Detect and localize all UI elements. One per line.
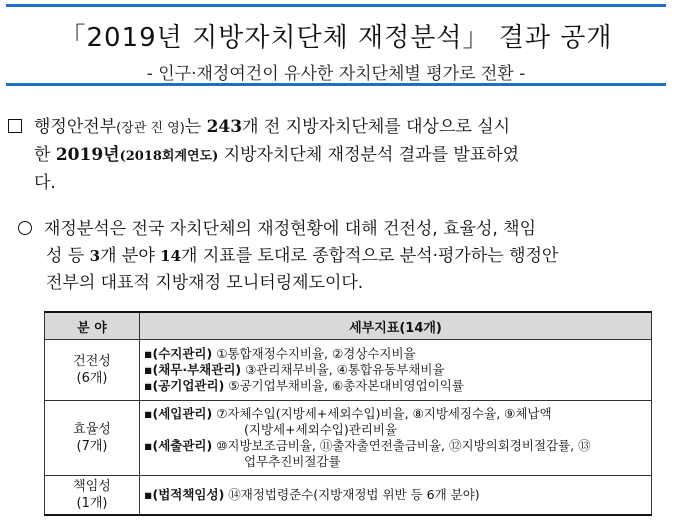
header-cell: 세부지표(14개) — [140, 312, 652, 340]
header-cell: 분 야 — [45, 312, 140, 340]
number: 3 — [89, 247, 101, 265]
category-cell — [45, 401, 140, 476]
detail-cell — [140, 476, 652, 516]
category-cell — [45, 340, 140, 401]
detail-line-continued: 업무추진비절감률 — [244, 454, 341, 469]
text: 성 등 — [46, 246, 90, 266]
category-name: 건전성 — [73, 354, 111, 369]
ministry-name: 행정안전부 — [34, 117, 117, 137]
text: 년 — [103, 145, 120, 165]
text: 개 지표를 토대로 종합적으로 분석·평가하는 행정안 — [181, 246, 559, 266]
paragraph-description — [18, 216, 658, 297]
text: 개 분야 — [100, 246, 161, 266]
table-header-row — [45, 312, 652, 340]
title-box — [6, 4, 666, 86]
circle-bullet-icon — [18, 221, 32, 235]
number: 14 — [160, 247, 182, 265]
detail-line: ▪(법적책임성) ⑭재정법령준수(지방재정법 위반 등 6개 분야) — [144, 487, 480, 502]
page-title: 「2019년 지방자치단체 재정분석」 결과 공개 — [59, 23, 613, 53]
detail-line: ▪(수지관리) ①통합재정수지비율, ②경상수지비율 — [144, 346, 416, 361]
text: 지방자치단체 재정분석 결과를 발표하였 — [218, 145, 520, 165]
detail-line: ▪(세입관리) ⑦자체수입(지방세+세외수입)비율, ⑧지방세징수율, ⑨체납액 — [144, 406, 552, 421]
detail-line-continued: (지방세+세외수입)관리비율 — [244, 422, 398, 437]
text: 한 — [34, 145, 56, 165]
detail-line: ▪(채무·부채관리) ③관리채무비율, ④통합유동부채비율 — [144, 362, 445, 377]
text: 재정분석은 전국 자치단체의 재정현황에 대해 건전성, 효율성, 책임 — [44, 219, 537, 239]
year-number: 2019 — [55, 145, 104, 165]
text: 개 전 지방자치단체를 대상으로 실시 — [242, 117, 511, 137]
text: 는 — [184, 117, 207, 137]
category-count: (1개) — [76, 496, 108, 511]
indicator-table — [44, 311, 652, 516]
detail-line: ▪(세출관리) ⑩지방보조금비율, ⑪출자출연전출금비율, ⑫지방의회경비절감률, ⑬ — [144, 438, 591, 453]
category-cell — [45, 476, 140, 516]
minister-paren: (장관 진 영) — [116, 121, 185, 136]
table-row — [45, 476, 652, 516]
detail-line: ▪(공기업관리) ⑤공기업부채비율, ⑥총자본대비영업이익률 — [144, 378, 464, 393]
fiscal-year-paren: (2018회계연도) — [119, 149, 219, 164]
page-subtitle: - 인구·재정여건이 유사한 자치단체별 평가로 전환 - — [146, 64, 526, 84]
category-count: (6개) — [76, 371, 108, 386]
table-row — [45, 401, 652, 476]
category-count: (7개) — [76, 439, 108, 454]
text: 다. — [34, 173, 56, 193]
category-name: 책임성 — [73, 479, 111, 494]
text: 전부의 대표적 지방재정 모니터링제도이다. — [46, 273, 364, 293]
category-name: 효율성 — [73, 422, 111, 437]
count-number: 243 — [206, 117, 243, 137]
detail-cell — [140, 401, 652, 476]
paragraph-announcement — [8, 114, 658, 197]
detail-cell — [140, 340, 652, 401]
table-row — [45, 340, 652, 401]
square-bullet-icon — [8, 119, 22, 133]
